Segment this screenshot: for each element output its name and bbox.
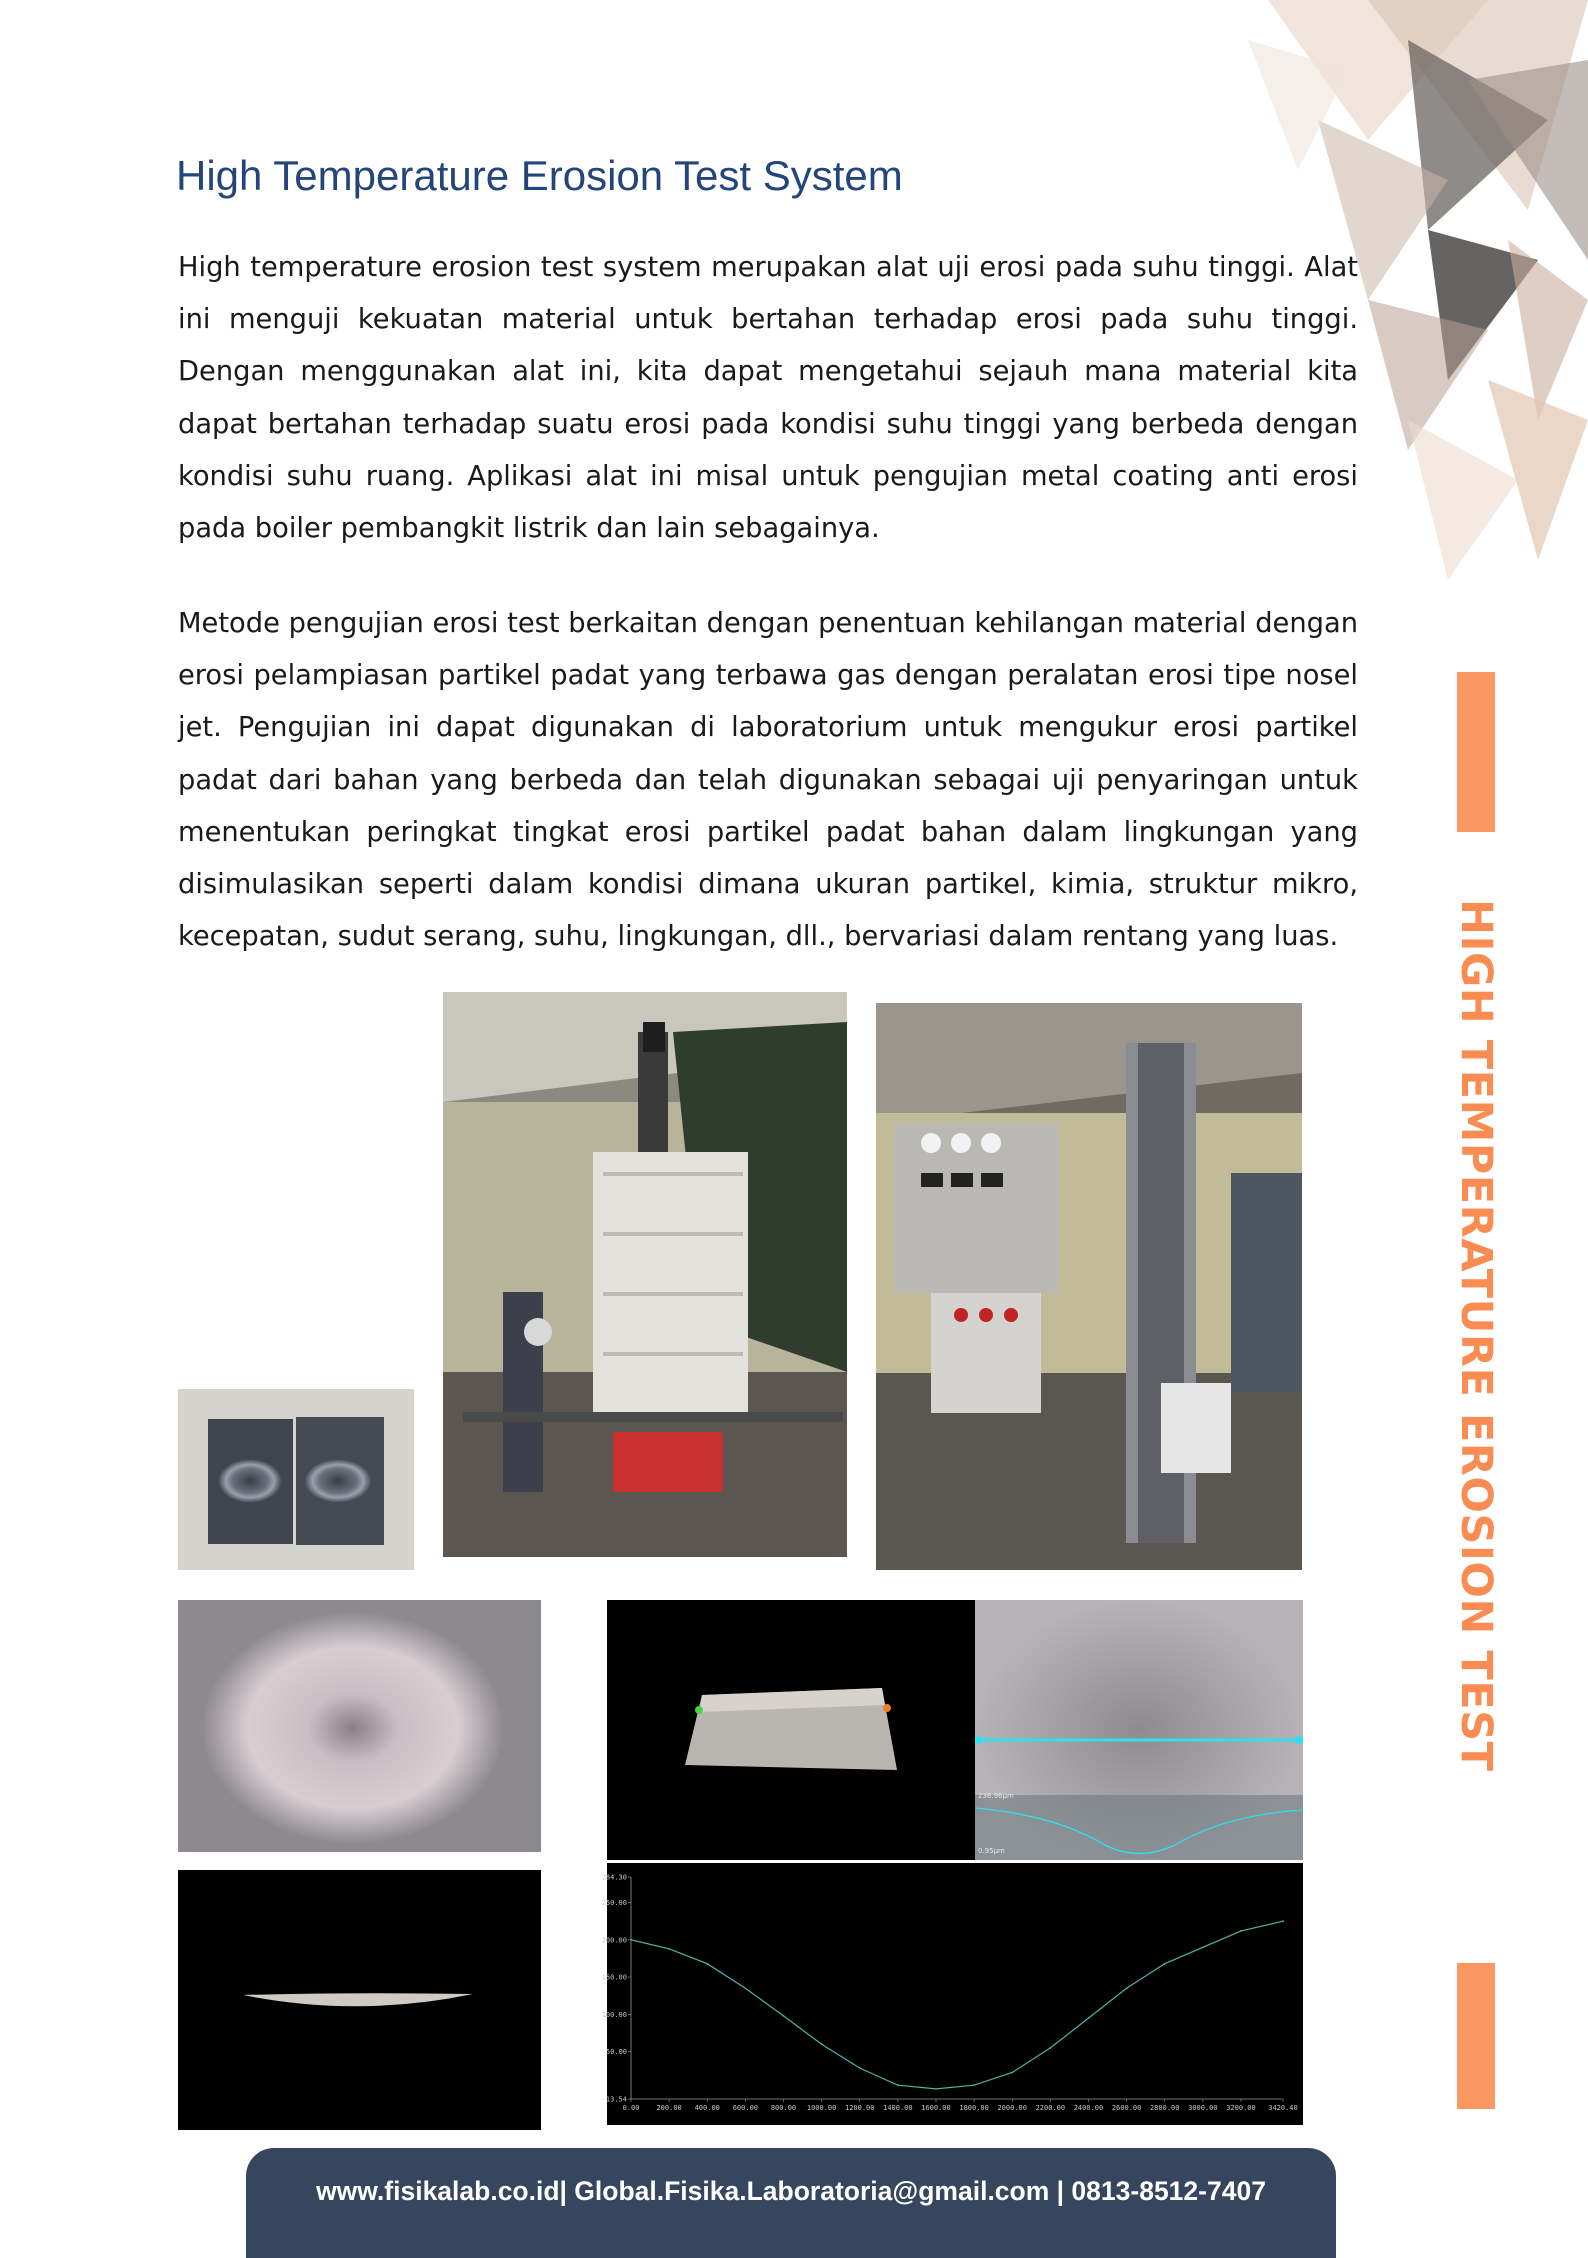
profile-data-point [1126, 1987, 1128, 1989]
x-tick-label: 3200.00 [1226, 2104, 1256, 2112]
x-tick-label: 200.00 [656, 2104, 682, 2112]
page-title: High Temperature Erosion Test System [176, 152, 903, 199]
x-tick-label: 2000.00 [997, 2104, 1027, 2112]
surface-profile-scan [975, 1600, 1303, 1860]
cross-section-scan [178, 1870, 541, 2130]
profile-data-point [706, 1963, 708, 1965]
profile-data-point [935, 2088, 937, 2090]
x-tick-label: 1000.00 [806, 2104, 837, 2112]
side-accent-bar-bottom [1457, 1963, 1495, 2109]
x-tick-label: 1600.00 [921, 2104, 951, 2112]
x-tick-label: 2800.00 [1149, 2104, 1180, 2112]
profile-marker-top: 236.96µm [978, 1792, 1014, 1800]
profile-data-point [1088, 2017, 1090, 2019]
profile-data-point [821, 2043, 823, 2045]
y-tick-label: 150.00 [601, 1973, 627, 1982]
x-tick-label: 2400.00 [1073, 2104, 1104, 2112]
y-tick-label: 284.30 [601, 1873, 627, 1882]
control-panel-photo [876, 1003, 1302, 1570]
x-tick-label: 0.00 [622, 2104, 640, 2112]
erosion-scar-photo [178, 1600, 541, 1852]
profile-data-point [897, 2084, 899, 2086]
profile-data-point [1049, 2047, 1051, 2049]
profile-data-point [1011, 2072, 1013, 2074]
x-tick-label: 1400.00 [883, 2104, 913, 2112]
x-tick-label: 3420.40 [1268, 2104, 1298, 2112]
side-accent-bar-top [1457, 672, 1495, 832]
sample-plates-photo [178, 1389, 414, 1570]
profile-data-point [1202, 1946, 1204, 1948]
x-tick-label: 400.00 [694, 2104, 720, 2112]
x-tick-label: 600.00 [732, 2104, 759, 2112]
y-tick-label: -13.54 [601, 2095, 627, 2104]
x-tick-label: 3000.00 [1188, 2104, 1218, 2112]
footer-bar [246, 2148, 1336, 2258]
x-tick-label: 2600.00 [1111, 2104, 1142, 2112]
y-tick-label: 200.00 [601, 1936, 627, 1945]
profile-series-line [631, 1921, 1283, 2089]
method-paragraph: Metode pengujian erosi test berkaitan dengan penentuan kehilangan material dengan erosi pelampiasan partikel padat yang terbawa gas dengan peralatan erosi tipe nosel jet. Pengujian ini dapat digunakan di laboratorium untuk mengukur erosi partikel padat dari bahan yang berbeda dan telah digunakan sebagai uji penyaringan untuk menentukan peringkat tingkat erosi partikel padat bahan dalam lingkungan yang disimulasikan seperti dalam kondisi dimana ukuran partikel, kimia, struktur mikro, kecepatan, sudut serang, suhu, lingkungan, dll., bervariasi dalam rentang yang luas. [178, 608, 1358, 953]
x-tick-label: 2200.00 [1035, 2104, 1066, 2112]
profile-data-point [783, 2015, 785, 2017]
x-tick-label: 1200.00 [844, 2104, 875, 2112]
3d-surface-scan [607, 1600, 975, 1860]
y-tick-label: 250.00 [601, 1899, 627, 1908]
footer-contact: www.fisikalab.co.id| Global.Fisika.Laboratoria@gmail.com | 0813-8512-7407 [316, 2176, 1266, 2206]
furnace-photo [443, 992, 847, 1557]
profile-data-point [1240, 1930, 1242, 1932]
y-tick-label: 100.00 [601, 2010, 627, 2019]
depth-profile-chart [601, 1863, 1303, 2125]
profile-data-point [1164, 1963, 1166, 1965]
x-tick-label: 800.00 [770, 2104, 797, 2112]
depth-profile-plot [601, 1863, 1303, 2125]
side-vertical-title: HIGH TEMPERATURE EROSION TEST [1451, 898, 1501, 1772]
profile-data-point [973, 2084, 975, 2086]
profile-data-point [1282, 1920, 1284, 1922]
profile-data-point [630, 1939, 632, 1941]
profile-data-point [744, 1987, 746, 1989]
x-tick-label: 1800.00 [959, 2104, 989, 2112]
profile-marker-bottom: 0.95µm [978, 1847, 1005, 1855]
profile-data-point [859, 2067, 861, 2069]
y-tick-label: 50.00 [605, 2048, 627, 2057]
profile-data-point [668, 1948, 670, 1950]
intro-paragraph: High temperature erosion test system merupakan alat uji erosi pada suhu tinggi. Alat ini menguji kekuatan material untuk bertahan terhadap erosi pada suhu tinggi. Dengan menggunakan alat ini, kita dapat mengetahui sejauh mana material kita dapat bertahan terhadap suatu erosi pada kondisi suhu tinggi yang berbeda dengan kondisi suhu ruang. Aplikasi alat ini misal untuk pengujian metal coating anti erosi pada boiler pembangkit listrik dan lain sebagainya. [178, 252, 1358, 545]
